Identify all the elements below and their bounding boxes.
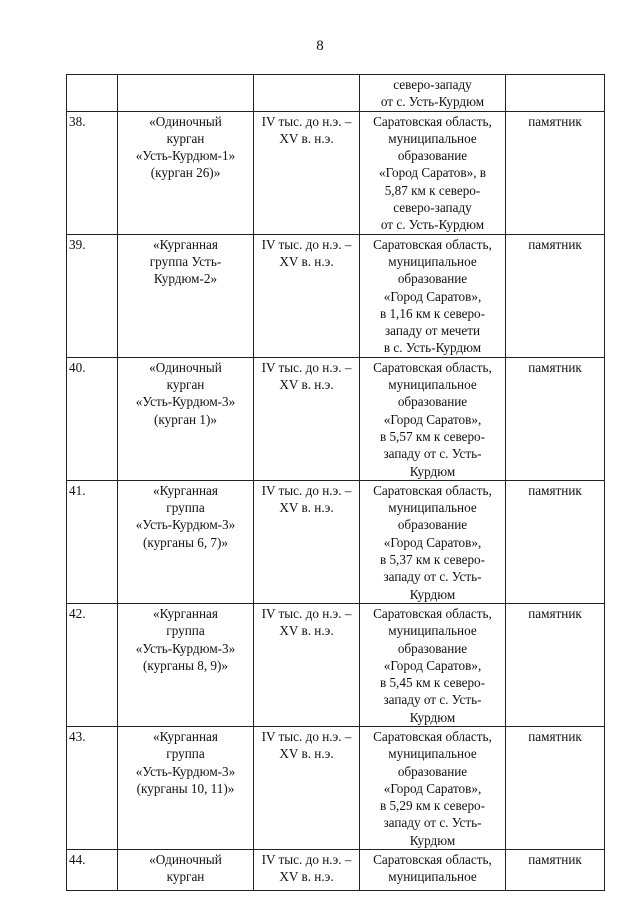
dating-cell bbox=[254, 357, 360, 480]
cell-text-line: от с. Усть-Курдюм bbox=[380, 217, 485, 233]
cell-text-line: Саратовская область, bbox=[373, 482, 492, 498]
cell-text-line: 41. bbox=[69, 482, 86, 498]
cell-text-line: в 5,57 км к северо- bbox=[379, 428, 486, 444]
cell-text-line: XV в. н.э. bbox=[279, 377, 334, 393]
cell-text-line: «Курганная bbox=[153, 605, 218, 621]
object-name-cell bbox=[118, 603, 254, 726]
cell-text-line: группа bbox=[166, 623, 205, 639]
cell-text-line: западу от мечети bbox=[384, 323, 481, 339]
cell-text-line: 43. bbox=[69, 728, 86, 744]
location-cell bbox=[360, 480, 506, 603]
cell-text-line: образование bbox=[397, 640, 468, 656]
dating-cell bbox=[254, 726, 360, 849]
location-cell bbox=[360, 357, 506, 480]
cell-text-line: памятник bbox=[528, 113, 582, 129]
object-name-cell bbox=[118, 357, 254, 480]
cell-text-line: IV тыс. до н.э. – bbox=[261, 728, 352, 744]
cell-text-line: IV тыс. до н.э. – bbox=[261, 236, 352, 252]
row-number-cell bbox=[67, 75, 118, 112]
cell-text-line: XV в. н.э. bbox=[279, 500, 334, 516]
cell-text-line: в 5,29 км к северо- bbox=[379, 798, 486, 814]
object-name-cell bbox=[118, 75, 254, 112]
cell-text-line: XV в. н.э. bbox=[279, 130, 334, 146]
cell-text-line: Саратовская область, bbox=[373, 359, 492, 375]
row-number-cell bbox=[67, 850, 118, 891]
cell-text-line: «Одиночный bbox=[149, 852, 222, 868]
table-row bbox=[67, 234, 605, 357]
cell-text-line: (курганы 6, 7)» bbox=[142, 534, 229, 550]
cell-text-line: 39. bbox=[69, 236, 86, 252]
cell-text-line: от с. Усть-Курдюм bbox=[380, 94, 485, 110]
location-cell bbox=[360, 75, 506, 112]
cell-text-line: «Усть-Курдюм-3» bbox=[135, 640, 236, 656]
object-name-cell bbox=[118, 111, 254, 234]
cell-text-line: курган bbox=[166, 869, 205, 885]
cell-text-line: «Город Саратов», bbox=[383, 288, 482, 304]
object-name-cell bbox=[118, 234, 254, 357]
table-row bbox=[67, 850, 605, 891]
object-name-cell bbox=[118, 480, 254, 603]
row-number-cell bbox=[67, 480, 118, 603]
cell-text-line: «Курганная bbox=[153, 482, 218, 498]
cell-text-line: «Усть-Курдюм-3» bbox=[135, 394, 236, 410]
cell-text-line: «Усть-Курдюм-3» bbox=[135, 517, 236, 533]
category-cell bbox=[506, 850, 605, 891]
cell-text-line: «Город Саратов», в bbox=[378, 165, 487, 181]
cell-text-line: северо-западу bbox=[393, 77, 472, 92]
cell-text-line: (курган 26)» bbox=[150, 165, 221, 181]
cell-text-line: (курган 1)» bbox=[154, 411, 217, 427]
category-cell bbox=[506, 603, 605, 726]
cell-text-line: памятник bbox=[528, 852, 582, 868]
row-number-cell bbox=[67, 234, 118, 357]
category-cell bbox=[506, 726, 605, 849]
cell-text-line: «Усть-Курдюм-3» bbox=[135, 763, 236, 779]
cell-text-line: «Одиночный bbox=[149, 359, 222, 375]
cell-text-line: образование bbox=[397, 394, 468, 410]
dating-cell bbox=[254, 111, 360, 234]
category-cell bbox=[506, 234, 605, 357]
object-name-cell bbox=[118, 726, 254, 849]
row-number-cell bbox=[67, 357, 118, 480]
monuments-table bbox=[66, 74, 605, 891]
table-row bbox=[67, 603, 605, 726]
cell-text-line: «Город Саратов», bbox=[383, 657, 482, 673]
cell-text-line: Саратовская область, bbox=[373, 236, 492, 252]
cell-text-line: Курдюм bbox=[409, 832, 456, 848]
table-row bbox=[67, 480, 605, 603]
cell-text-line: группа Усть- bbox=[149, 253, 222, 269]
page-number: 8 bbox=[316, 38, 324, 54]
cell-text-line: Курдюм bbox=[409, 709, 456, 725]
cell-text-line: XV в. н.э. bbox=[279, 746, 334, 762]
cell-text-line: XV в. н.э. bbox=[279, 253, 334, 269]
cell-text-line: IV тыс. до н.э. – bbox=[261, 605, 352, 621]
cell-text-line: северо-западу bbox=[393, 200, 472, 216]
cell-text-line: западу от с. Усть- bbox=[383, 692, 482, 708]
cell-text-line: западу от с. Усть- bbox=[383, 446, 482, 462]
cell-text-line: XV в. н.э. bbox=[279, 869, 334, 885]
cell-text-line: Саратовская область, bbox=[373, 113, 492, 129]
cell-text-line: Саратовская область, bbox=[373, 852, 492, 868]
cell-text-line: памятник bbox=[528, 728, 582, 744]
cell-text-line: IV тыс. до н.э. – bbox=[261, 359, 352, 375]
cell-text-line: памятник bbox=[528, 605, 582, 621]
cell-text-line: курган bbox=[166, 130, 205, 146]
cell-text-line: IV тыс. до н.э. – bbox=[261, 852, 352, 868]
cell-text-line: «Город Саратов», bbox=[383, 534, 482, 550]
cell-text-line: IV тыс. до н.э. – bbox=[261, 113, 352, 129]
location-cell bbox=[360, 111, 506, 234]
cell-text-line: Саратовская область, bbox=[373, 605, 492, 621]
cell-text-line: Курдюм-2» bbox=[153, 271, 218, 287]
location-cell bbox=[360, 850, 506, 891]
cell-text-line: муниципальное bbox=[388, 500, 477, 516]
cell-text-line: Саратовская область, bbox=[373, 728, 492, 744]
cell-text-line: памятник bbox=[528, 482, 582, 498]
cell-text-line: курган bbox=[166, 377, 205, 393]
category-cell bbox=[506, 75, 605, 112]
cell-text-line: «Одиночный bbox=[149, 113, 222, 129]
cell-text-line: образование bbox=[397, 763, 468, 779]
monuments-table-body bbox=[67, 75, 605, 891]
cell-text-line: группа bbox=[166, 500, 205, 516]
location-cell bbox=[360, 234, 506, 357]
row-number-cell bbox=[67, 603, 118, 726]
cell-text-line: муниципальное bbox=[388, 623, 477, 639]
table-row bbox=[67, 357, 605, 480]
cell-text-line: муниципальное bbox=[388, 869, 477, 885]
cell-text-line: «Курганная bbox=[153, 728, 218, 744]
cell-text-line: XV в. н.э. bbox=[279, 623, 334, 639]
cell-text-line: образование bbox=[397, 517, 468, 533]
cell-text-line: западу от с. Усть- bbox=[383, 815, 482, 831]
cell-text-line: муниципальное bbox=[388, 130, 477, 146]
table-row bbox=[67, 75, 605, 112]
dating-cell bbox=[254, 603, 360, 726]
dating-cell bbox=[254, 75, 360, 112]
dating-cell bbox=[254, 480, 360, 603]
cell-text-line: Курдюм bbox=[409, 463, 456, 479]
cell-text-line: муниципальное bbox=[388, 377, 477, 393]
cell-text-line: Курдюм bbox=[409, 586, 456, 602]
cell-text-line: IV тыс. до н.э. – bbox=[261, 482, 352, 498]
object-name-cell bbox=[118, 850, 254, 891]
table-row bbox=[67, 726, 605, 849]
cell-text-line: образование bbox=[397, 271, 468, 287]
cell-text-line: «Город Саратов», bbox=[383, 411, 482, 427]
cell-text-line: в 1,16 км к северо- bbox=[379, 305, 486, 321]
cell-text-line: в 5,37 км к северо- bbox=[379, 552, 486, 568]
cell-text-line: памятник bbox=[528, 236, 582, 252]
cell-text-line: 44. bbox=[69, 852, 86, 868]
cell-text-line: в с. Усть-Курдюм bbox=[383, 340, 482, 356]
cell-text-line: образование bbox=[397, 148, 468, 164]
cell-text-line: 5,87 км к северо- bbox=[384, 182, 481, 198]
dating-cell bbox=[254, 850, 360, 891]
row-number-cell bbox=[67, 111, 118, 234]
cell-text-line: (курганы 8, 9)» bbox=[142, 657, 229, 673]
category-cell bbox=[506, 480, 605, 603]
cell-text-line: 38. bbox=[69, 113, 86, 129]
cell-text-line: муниципальное bbox=[388, 253, 477, 269]
cell-text-line: «Усть-Курдюм-1» bbox=[135, 148, 236, 164]
category-cell bbox=[506, 111, 605, 234]
category-cell bbox=[506, 357, 605, 480]
cell-text-line: «Курганная bbox=[153, 236, 218, 252]
cell-text-line: в 5,45 км к северо- bbox=[379, 675, 486, 691]
table-row bbox=[67, 111, 605, 234]
cell-text-line: «Город Саратов», bbox=[383, 780, 482, 796]
cell-text-line: группа bbox=[166, 746, 205, 762]
cell-text-line: западу от с. Усть- bbox=[383, 569, 482, 585]
row-number-cell bbox=[67, 726, 118, 849]
cell-text-line: (курганы 10, 11)» bbox=[136, 780, 235, 796]
location-cell bbox=[360, 726, 506, 849]
cell-text-line: 40. bbox=[69, 359, 86, 375]
cell-text-line: муниципальное bbox=[388, 746, 477, 762]
location-cell bbox=[360, 603, 506, 726]
dating-cell bbox=[254, 234, 360, 357]
cell-text-line: памятник bbox=[528, 359, 582, 375]
cell-text-line: 42. bbox=[69, 605, 86, 621]
